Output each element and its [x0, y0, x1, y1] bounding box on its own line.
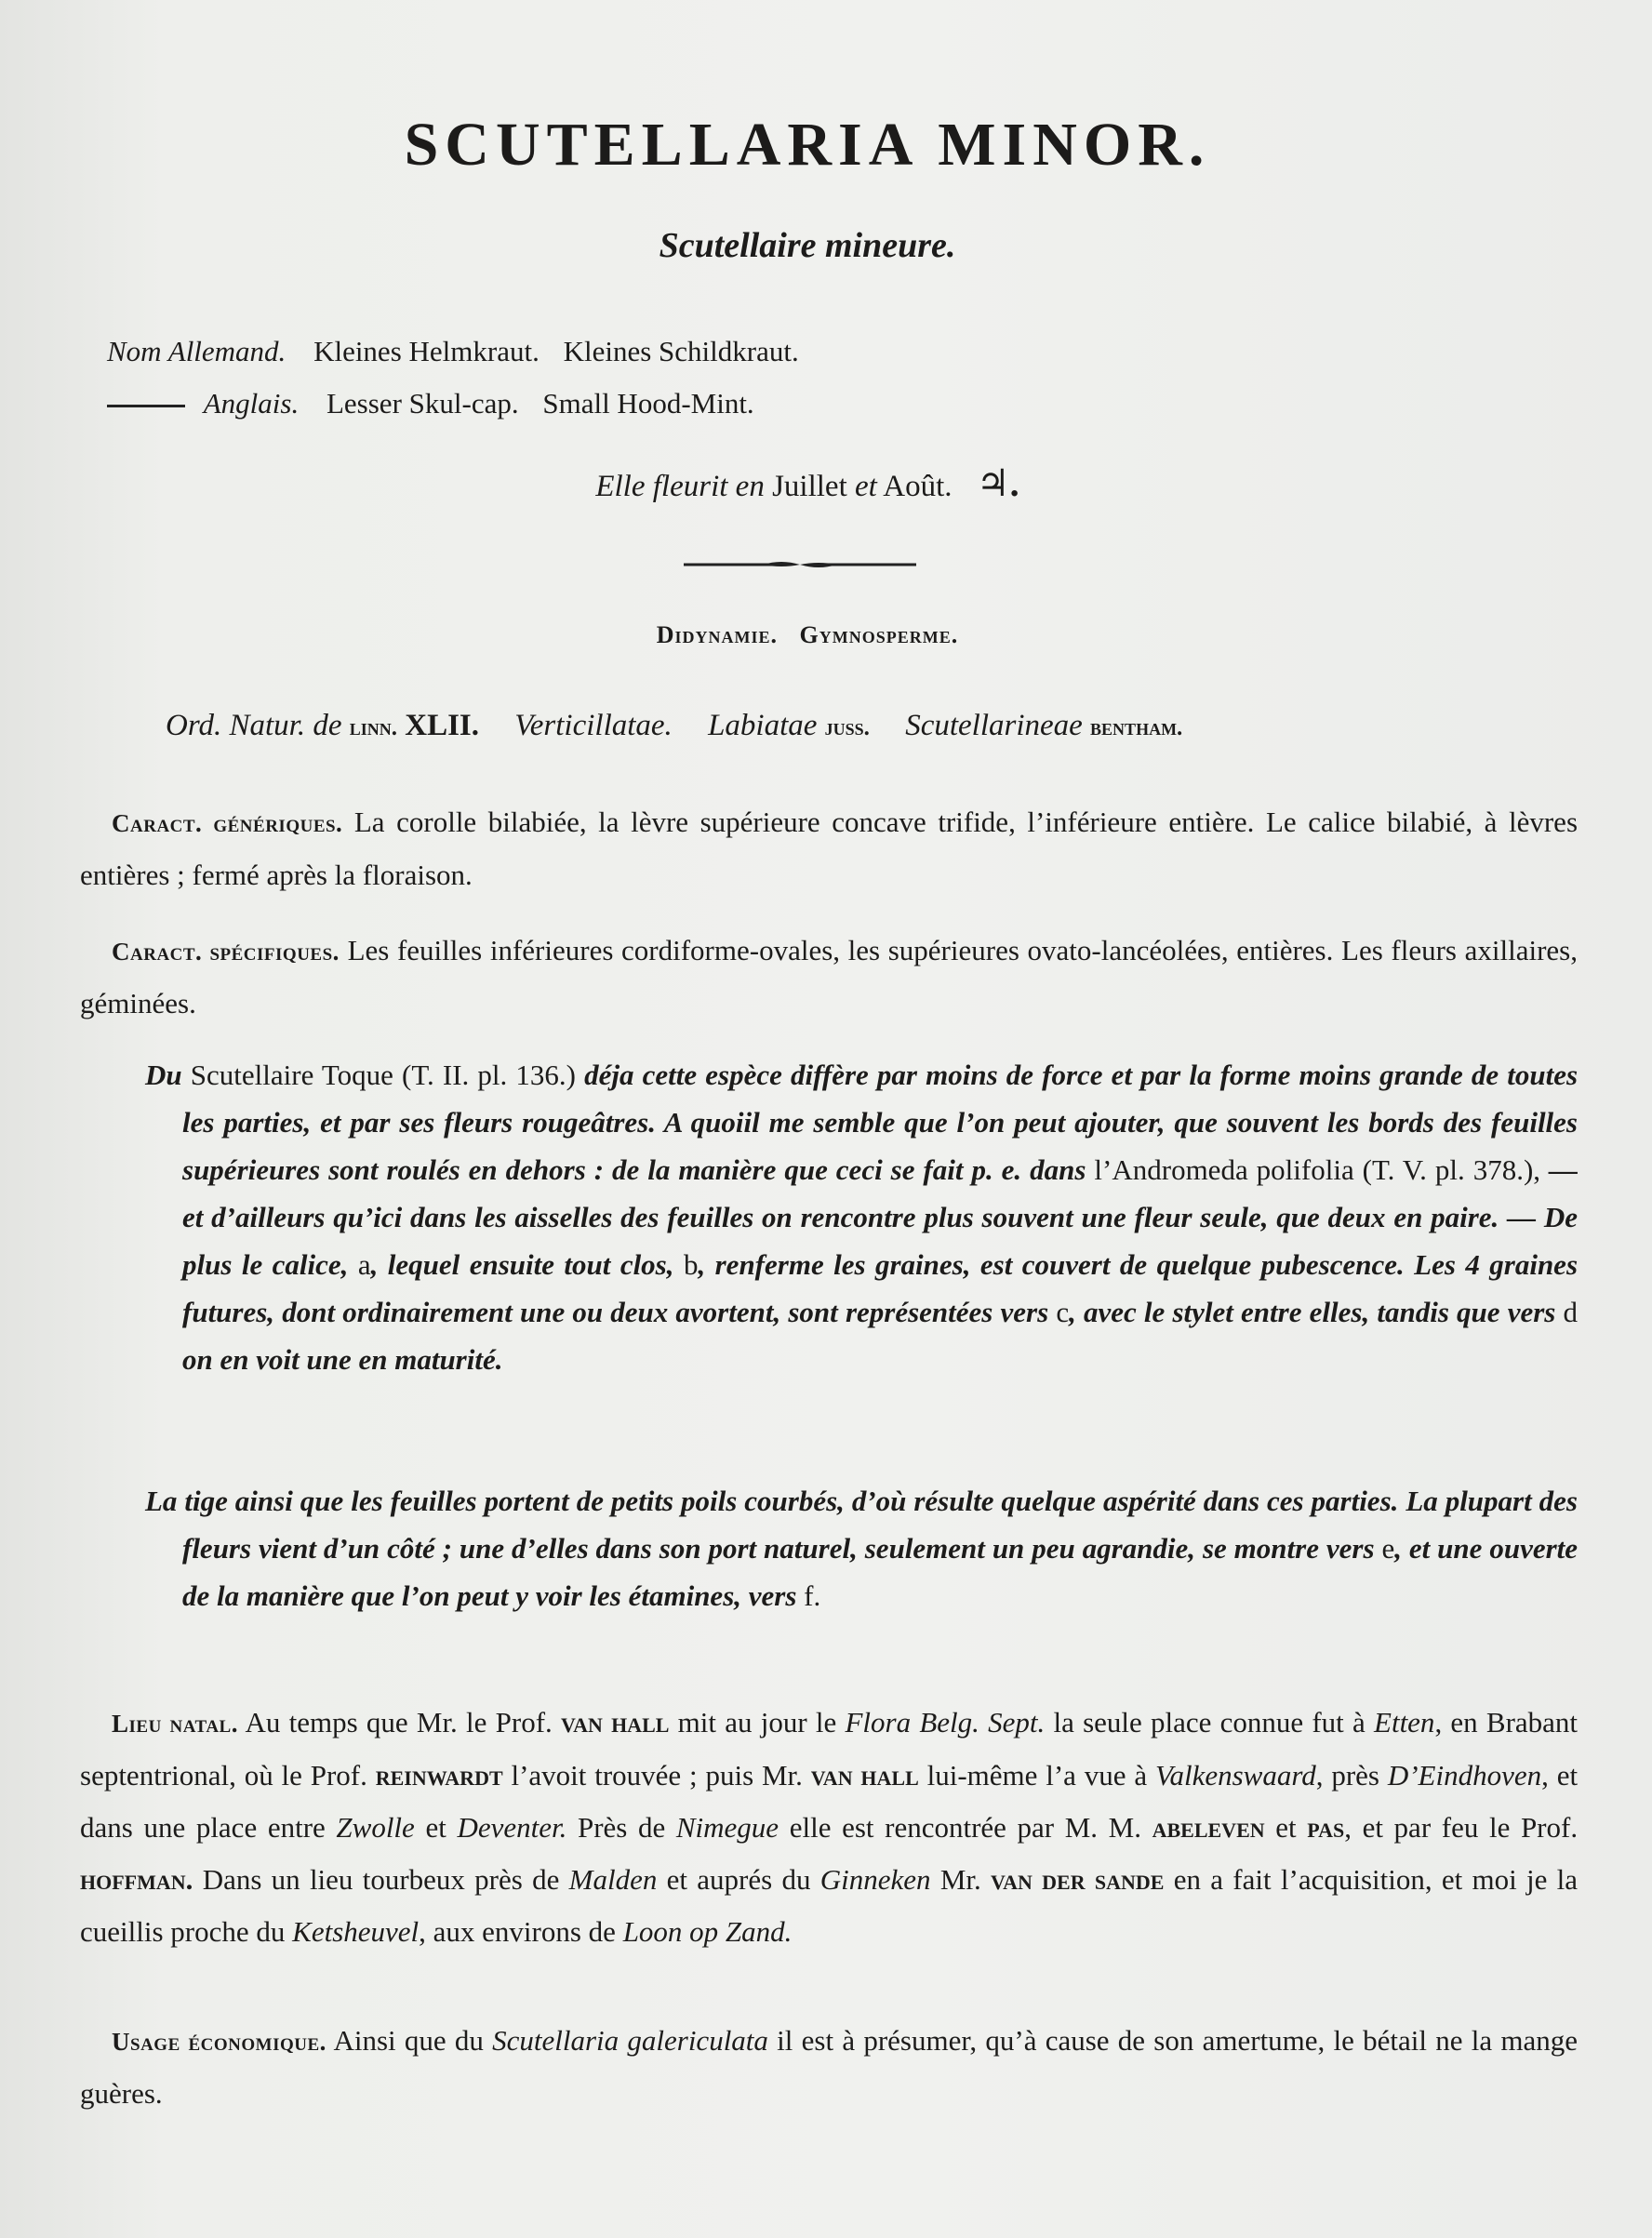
quote1-text-5: , avec le stylet entre elles, tandis que vers: [1069, 1296, 1556, 1328]
lieu-text: , et par feu le Prof.: [1344, 1811, 1579, 1844]
lieu-text: elle est rencontrée par M. M.: [789, 1811, 1141, 1844]
german-names-row: [107, 326, 816, 378]
flowering-et: et: [855, 470, 877, 503]
quote1-text-3: , lequel ensuite tout clos,: [370, 1248, 674, 1281]
place-malden: Malden: [568, 1863, 658, 1896]
figure-ref-c: c: [1056, 1296, 1070, 1328]
english-name-1: Lesser Skul-cap.: [326, 387, 519, 420]
lieu-text: Mr.: [939, 1863, 981, 1896]
person-hoffman: hoffman.: [80, 1863, 193, 1896]
lieu-text: et auprés du: [666, 1863, 811, 1896]
specific-characters: [80, 925, 1578, 1030]
figure-ref-d: d: [1563, 1296, 1579, 1328]
class-gymnosperme: Gymnosperme.: [799, 621, 959, 648]
usage-species: Scutellaria galericulata: [492, 2024, 768, 2057]
lieu-text: en a fait l’acquisition, et moi je la cueillis proche du: [80, 1863, 1579, 1948]
specific-label: Caract. spécifiques.: [112, 938, 340, 966]
lieu-text: et: [425, 1811, 446, 1844]
natural-order-line: [166, 709, 1182, 743]
generic-label: Caract. génériques.: [112, 809, 343, 837]
order-labiatae: Labiatae: [708, 709, 818, 742]
lieu-text: et: [1275, 1811, 1297, 1844]
flowering-pre: Elle fleurit: [595, 470, 728, 503]
person-pas: pas: [1307, 1811, 1345, 1844]
usage-text-2: il est à présumer, qu’à cause de son amertume, le bétail ne la mange guères.: [80, 2024, 1579, 2110]
quote1-text-2: — et d’ailleurs qu’ici dans les aisselles des feuilles on rencontre plus souvent une fleur seule, que deux en paire. — De plus le calice,: [182, 1153, 1578, 1281]
person-abeleven: abeleven: [1152, 1811, 1265, 1844]
order-juss: juss.: [824, 715, 870, 740]
figure-ref-f: f.: [804, 1579, 821, 1612]
order-bentham: bentham.: [1090, 715, 1183, 740]
plate-description-1: [145, 1051, 1579, 1383]
order-verticillatae: Verticillatae.: [514, 709, 673, 742]
place-eindhoven: D’Eindhoven: [1387, 1759, 1542, 1792]
quote1-ref2: l’Andromeda polifolia (T. V. pl. 378.),: [1094, 1153, 1541, 1186]
economic-use: [80, 2015, 1578, 2120]
lieu-text: , près: [1315, 1759, 1379, 1792]
lieu-text: , et dans une place entre: [80, 1759, 1579, 1844]
lieu-text: l’avoit trouvée ; puis Mr.: [511, 1759, 803, 1792]
person-van-hall: van hall: [810, 1759, 919, 1792]
place-loon-op-zand: Loon op Zand.: [622, 1915, 793, 1948]
class-didynamie: Didynamie.: [656, 621, 779, 648]
native-habitat: [80, 1697, 1578, 1958]
generic-text: La corolle bilabiée, la lèvre supérieure concave trifide, l’inférieure entière. Le calice bilabié, à lèvres entières ; fermé après la floraison.: [80, 806, 1579, 891]
german-label: Nom Allemand.: [107, 335, 286, 367]
specific-text: Les feuilles inférieures cordiforme-ovales, les supérieures ovato-lancéolées, entières. Les fleurs axillaires, géminées.: [80, 934, 1578, 1019]
place-ketsheuvel: Ketsheuvel: [292, 1915, 420, 1948]
generic-characters: [80, 796, 1578, 901]
lieu-text: lui-même l’a vue à: [926, 1759, 1148, 1792]
place-ginneken: Ginneken: [819, 1863, 931, 1896]
quote2-text-1: La tige ainsi que les feuilles portent de petits poils courbés, d’où résulte quelque aspérité dans ces parties. La plupart des fleurs vient d’un côté ; une d’elles dans son port naturel, seulement un peu agrandie, se montre vers: [145, 1485, 1578, 1565]
flowering-line: [0, 461, 1615, 505]
figure-ref-e: e: [1381, 1532, 1395, 1565]
lieu-text: , en Brabant septentrional, où le Prof.: [80, 1706, 1579, 1792]
order-linn: linn.: [349, 715, 397, 740]
quote1-text-1: déja cette espèce diffère par moins de force et par la forme moins grande de toutes les parties, et par ses fleurs rougeâtres. A quoiil me semble que l’on peut ajouter, que souvent les bords des feuilles supérieures sont roulés en dehors : de la manière que ceci se fait p. e. dans: [182, 1059, 1579, 1186]
flowering-month-2: Août.: [883, 470, 953, 503]
quote1-du: Du: [145, 1059, 182, 1091]
lieu-text: la seule place connue fut à: [1053, 1706, 1366, 1738]
flowering-month-1: Juillet: [772, 470, 847, 503]
quote1-text-4: , renferme les graines, est couvert de quelque pubescence. Les 4 graines futures, dont ordinairement une ou deux avortent, sont représentées vers: [182, 1248, 1579, 1328]
usage-text-1: Ainsi que du: [333, 2024, 484, 2057]
person-van-hall: van hall: [561, 1706, 670, 1738]
lieu-text: Dans un lieu tourbeux près de: [202, 1863, 560, 1896]
english-label: Anglais.: [203, 387, 300, 420]
lieu-text: Près de: [577, 1811, 666, 1844]
plate-description-2: [145, 1477, 1579, 1619]
lieu-label: Lieu natal.: [112, 1710, 238, 1738]
quote1-text-6: on en voit une en maturité.: [182, 1343, 503, 1376]
english-names-row: [107, 378, 816, 430]
person-reinwardt: reinwardt: [375, 1759, 503, 1792]
person-van-der-sande: van der sande: [991, 1863, 1165, 1896]
ditto-dash: [107, 405, 185, 407]
quote2-text-2: , et une ouverte de la manière que l’on peut y voir les étamines, vers: [182, 1532, 1579, 1612]
lieu-text: Au temps que Mr. le Prof.: [245, 1706, 553, 1738]
order-number: XLII.: [405, 709, 480, 742]
book-flora-belg: Flora Belg. Sept.: [845, 1706, 1046, 1738]
order-prefix: Ord. Natur. de: [166, 709, 342, 742]
german-name-2: Kleines Schildkraut.: [563, 335, 799, 367]
usage-label: Usage économique.: [112, 2028, 326, 2056]
english-name-2: Small Hood-Mint.: [542, 387, 754, 420]
lieu-text: mit au jour le: [677, 1706, 837, 1738]
ornamental-divider: [684, 558, 916, 571]
place-valkenswaard: Valkenswaard: [1154, 1759, 1316, 1792]
lieu-text: , aux environs de: [419, 1915, 616, 1948]
place-deventer: Deventer.: [457, 1811, 567, 1844]
place-nimegue: Nimegue: [675, 1811, 779, 1844]
quote1-ref1: Scutellaire Toque (T. II. pl. 136.): [190, 1059, 576, 1091]
linnaean-class: [0, 621, 1615, 649]
place-zwolle: Zwolle: [336, 1811, 415, 1844]
flowering-en: en: [735, 470, 765, 503]
order-scutellarineae: Scutellarineae: [905, 709, 1083, 742]
common-names: [107, 326, 816, 430]
figure-ref-a: a: [357, 1248, 371, 1281]
figure-ref-b: b: [683, 1248, 699, 1281]
german-name-1: Kleines Helmkraut.: [313, 335, 540, 367]
page-title: SCUTELLARIA MINOR.: [404, 111, 1211, 179]
perennial-symbol: ♃.: [976, 462, 1019, 504]
place-etten: Etten: [1374, 1706, 1435, 1738]
page-subtitle: Scutellaire mineure.: [659, 226, 956, 265]
